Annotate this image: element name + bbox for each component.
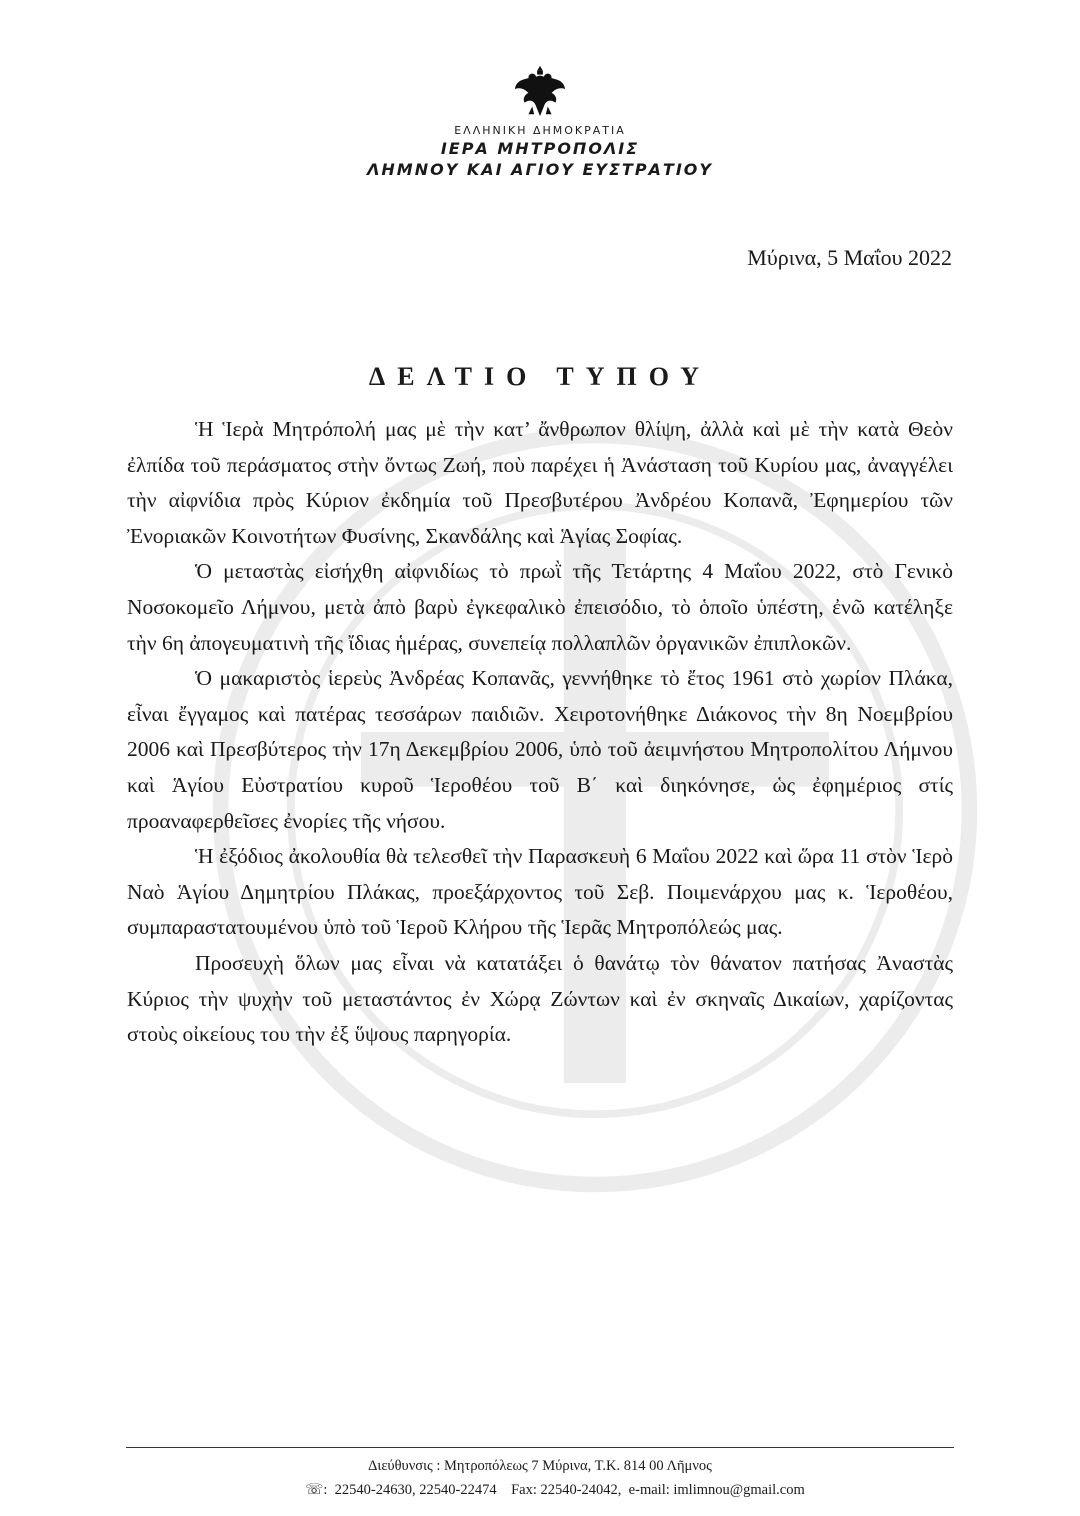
telephone-icon: ☏ xyxy=(305,1482,324,1498)
paragraph-4: Ἡ ἐξόδιος ἀκολουθία θὰ τελεσθεῖ τὴν Παρασκευὴ 6 Μαΐου 2022 καὶ ὥρα 11 στὸν Ἱερὸ Ναὸ Ἁγίου Δημητρίου Πλάκας, προεξάρχοντος τοῦ Σεβ. Ποιμενάρχου μας κ. Ἱεροθέου, συμπαραστατουμένου ὑπὸ τοῦ Ἱεροῦ Κλήρου τῆς Ἱερᾶς Μητροπόλεώς μας. xyxy=(127,844,953,940)
header-line-region: ΛΗΜΝΟΥ ΚΑΙ ΑΓΙΟΥ ΕΥΣΤΡΑΤΙΟΥ xyxy=(367,160,713,179)
paragraph-2: Ὁ μεταστὰς εἰσήχθη αἰφνιδίως τὸ πρωῒ τῆς Τετάρτης 4 Μαΐου 2022, στὸ Γενικὸ Νοσοκομεῖο Λήμνου, μετὰ ἀπὸ βαρὺ ἐγκεφαλικὸ ἐπεισόδιο, τὸ ὁποῖο ὑπέστη, ἐνῶ κατέληξε τὴν 6η ἀπογευματινὴ τῆς ἴδιας ἡμέρας, συνεπείᾳ πολλαπλῶν ὀργανικῶν ἐπιπλοκῶν. xyxy=(127,559,953,655)
double-headed-eagle-icon xyxy=(511,62,569,120)
document-date: Μύρινα, 5 Μαΐου 2022 xyxy=(747,245,952,270)
paragraph-3: Ὁ μακαριστὸς ἱερεὺς Ἀνδρέας Κοπανᾶς, γεννήθηκε τὸ ἔτος 1961 στὸ χωρίον Πλάκα, εἶναι ἔγγαμος καὶ πατέρας τεσσάρων παιδιῶν. Χειροτονήθηκε Διάκονος τὴν 8η Νοεμβρίου 2006 καὶ Πρεσβύτερος τὴν 17η Δεκεμβρίου 2006, ὑπὸ τοῦ ἀειμνήστου Μητροπολίτου Λήμνου καὶ Ἁγίου Εὐστρατίου κυροῦ Ἱεροθέου τοῦ Β΄ καὶ διηκόνησε, ὡς ἐφημέριος στίς προαναφερθεῖσες ἐνορίες τῆς νήσου. xyxy=(127,666,953,833)
document-title: ΔΕΛΤΙΟ ΤΥΠΟΥ xyxy=(368,362,712,391)
footer-contact: : 22540-24630, 22540-22474 Fax: 22540-24042, e-mail: imlimnou@gmail.com xyxy=(323,1482,805,1498)
header-line-metropolis: ΙΕΡΑ ΜΗΤΡΟΠΟΛΙΣ xyxy=(440,139,640,158)
header-line-republic: ΕΛΛΗΝΙΚΗ ΔΗΜΟΚΡΑΤΙΑ xyxy=(454,124,626,137)
paragraph-1: Ἡ Ἱερὰ Μητρόπολή μας μὲ τὴν κατ’ ἄνθρωπον θλίψη, ἀλλὰ καὶ μὲ τὴν κατὰ Θεὸν ἐλπίδα τοῦ περάσματος στὴν ὄντως Ζωή, ποὺ παρέχει ἡ Ἀνάσταση τοῦ Κυρίου μας, ἀναγγέλει τὴν αἰφνίδια πρὸς Κύριον ἐκδημία τοῦ Πρεσβυτέρου Ἀνδρέου Κοπανᾶ, Ἐφημερίου τῶν Ἐνοριακῶν Κοινοτήτων Φυσίνης, Σκανδάλης καὶ Ἁγίας Σοφίας. xyxy=(127,417,953,548)
document-body xyxy=(127,412,953,1053)
footer xyxy=(126,1447,954,1502)
footer-address: Διεύθυνσις : Μητροπόλεως 7 Μύρινα, Τ.Κ. 814 00 Λῆμνος xyxy=(368,1458,712,1474)
paragraph-5: Προσευχὴ ὅλων μας εἶναι νὰ κατατάξει ὁ θανάτῳ τὸν θάνατον πατήσας Ἀναστὰς Κύριος τὴν ψυχὴν τοῦ μεταστάντος ἐν Χώρᾳ Ζώντων καὶ ἐν σκηναῖς Δικαίων, χαρίζοντας στοὺς οἰκείους του τὴν ἐξ ὕψους παρηγορία. xyxy=(127,950,953,1047)
letterhead xyxy=(0,62,1080,179)
footer-contact-line xyxy=(126,1478,954,1502)
